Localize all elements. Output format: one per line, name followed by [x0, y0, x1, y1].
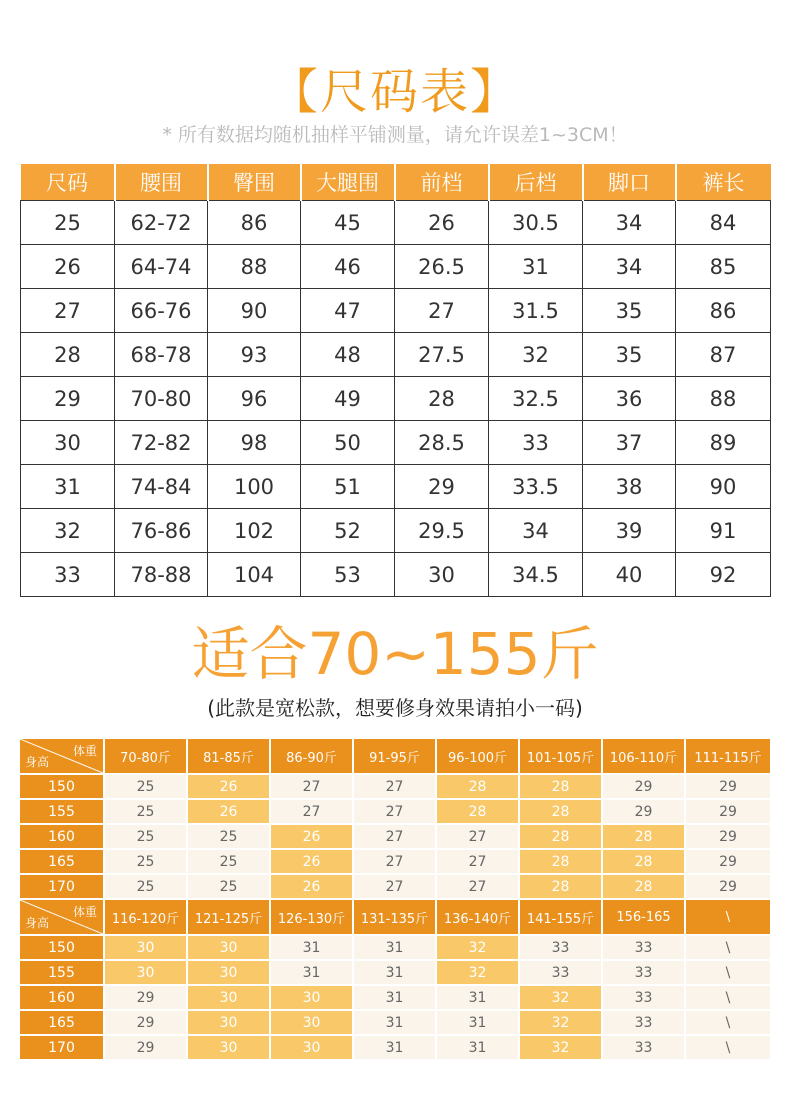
recommended-size-cell: \ [685, 935, 770, 960]
recommended-size-cell: 27 [436, 849, 519, 874]
column-header: 裤长 [676, 164, 771, 201]
fit-note: (此款是宽松款，想要修身效果请拍小一码) [207, 696, 583, 720]
table-cell: 34.5 [489, 553, 583, 597]
recommended-size-cell: 27 [353, 874, 436, 899]
weight-label: 体重 [72, 744, 97, 758]
recommended-size-cell: 30 [187, 960, 270, 985]
table-cell: 68-78 [115, 333, 208, 377]
table-cell: 31 [21, 465, 115, 509]
table-cell: 34 [583, 201, 676, 245]
fit-weight-title: 适合70~155斤 [191, 620, 599, 688]
recommended-size-cell: 28 [519, 799, 602, 824]
column-header: 尺码 [21, 164, 115, 201]
table-cell: 29.5 [395, 509, 489, 553]
recommended-size-cell: 31 [270, 960, 353, 985]
recommended-size-cell: 28 [602, 824, 685, 849]
table-cell: 37 [583, 421, 676, 465]
height-row [20, 849, 770, 874]
recommended-size-cell: 31 [353, 1035, 436, 1060]
recommended-size-cell: 25 [104, 824, 187, 849]
table-cell: 91 [676, 509, 771, 553]
recommended-size-cell: 29 [685, 799, 770, 824]
table-cell: 30 [395, 553, 489, 597]
height-label: 身高 [25, 916, 50, 930]
table-cell: 88 [208, 245, 301, 289]
table-cell: 39 [583, 509, 676, 553]
table-cell: 32 [21, 509, 115, 553]
recommended-size-cell: 31 [353, 985, 436, 1010]
recommended-size-cell: 25 [104, 874, 187, 899]
table-cell: 34 [583, 245, 676, 289]
weight-range-header: 121-125斤 [187, 899, 270, 935]
weight-range-header: 101-105斤 [519, 739, 602, 774]
height-row [20, 874, 770, 899]
weight-range-header: 96-100斤 [436, 739, 519, 774]
table-cell: 51 [301, 465, 395, 509]
recommended-size-cell: 29 [104, 985, 187, 1010]
height-row [20, 985, 770, 1010]
table-cell: 28 [395, 377, 489, 421]
table-row [21, 421, 771, 465]
table-cell: 45 [301, 201, 395, 245]
recommended-size-cell: 30 [187, 985, 270, 1010]
recommended-size-cell: 32 [436, 935, 519, 960]
recommended-size-cell: 29 [685, 874, 770, 899]
recommended-size-cell: 28 [519, 849, 602, 874]
table-cell: 70-80 [115, 377, 208, 421]
table-cell: 90 [676, 465, 771, 509]
height-row [20, 1010, 770, 1035]
table-cell: 85 [676, 245, 771, 289]
recommended-size-cell: 25 [104, 774, 187, 799]
recommended-size-cell: 30 [270, 985, 353, 1010]
recommended-size-cell: 26 [270, 824, 353, 849]
table-row [21, 553, 771, 597]
height-row [20, 1035, 770, 1060]
table-cell: 89 [676, 421, 771, 465]
recommended-size-cell: 27 [436, 874, 519, 899]
table-cell: 32 [489, 333, 583, 377]
recommended-size-cell: 27 [436, 824, 519, 849]
recommended-size-cell: 30 [187, 935, 270, 960]
weight-range-header: 156-165 [602, 899, 685, 935]
recommended-size-cell: 32 [519, 985, 602, 1010]
height-label-cell: 170 [20, 874, 104, 899]
weight-header-row [20, 739, 770, 774]
recommended-size-cell: 28 [519, 874, 602, 899]
table-cell: 62-72 [115, 201, 208, 245]
table-cell: 26 [21, 245, 115, 289]
table-cell: 26.5 [395, 245, 489, 289]
table-cell: 32.5 [489, 377, 583, 421]
table-row [21, 509, 771, 553]
table-cell: 50 [301, 421, 395, 465]
recommended-size-cell: 31 [436, 985, 519, 1010]
table-row [21, 201, 771, 245]
height-label-cell: 160 [20, 824, 104, 849]
table-cell: 88 [676, 377, 771, 421]
recommended-size-cell: 30 [104, 960, 187, 985]
recommended-size-cell: 31 [270, 935, 353, 960]
recommended-size-cell: 31 [353, 1010, 436, 1035]
weight-range-header: 141-155斤 [519, 899, 602, 935]
weight-range-header: 131-135斤 [353, 899, 436, 935]
table-cell: 96 [208, 377, 301, 421]
recommended-size-cell: 33 [602, 985, 685, 1010]
corner-cell [20, 899, 104, 935]
recommended-size-cell: 33 [519, 935, 602, 960]
table-cell: 93 [208, 333, 301, 377]
recommended-size-cell: 29 [104, 1035, 187, 1060]
recommended-size-cell: 25 [104, 799, 187, 824]
table-cell: 102 [208, 509, 301, 553]
weight-range-header: \ [685, 899, 770, 935]
recommended-size-cell: 29 [104, 1010, 187, 1035]
recommended-size-cell: 25 [187, 849, 270, 874]
recommended-size-cell: 30 [270, 1035, 353, 1060]
recommended-size-cell: 27 [353, 799, 436, 824]
recommended-size-cell: 33 [519, 960, 602, 985]
table-cell: 31.5 [489, 289, 583, 333]
recommended-size-cell: 30 [187, 1010, 270, 1035]
height-label-cell: 150 [20, 935, 104, 960]
table-row [21, 289, 771, 333]
recommended-size-cell: 29 [685, 849, 770, 874]
table-cell: 72-82 [115, 421, 208, 465]
table-cell: 104 [208, 553, 301, 597]
recommended-size-cell: 30 [187, 1035, 270, 1060]
table-cell: 48 [301, 333, 395, 377]
table-row [21, 245, 771, 289]
recommended-size-cell: 32 [519, 1010, 602, 1035]
recommended-size-cell: 28 [602, 874, 685, 899]
weight-range-header: 91-95斤 [353, 739, 436, 774]
recommended-size-cell: 33 [602, 935, 685, 960]
recommended-size-cell: 33 [602, 1035, 685, 1060]
weight-range-header: 106-110斤 [602, 739, 685, 774]
recommended-size-cell: 26 [187, 799, 270, 824]
page-title: 【尺码表】 [269, 64, 520, 120]
height-row [20, 960, 770, 985]
recommended-size-cell: 33 [602, 1010, 685, 1035]
column-header: 大腿围 [301, 164, 395, 201]
table-cell: 33 [489, 421, 583, 465]
table-cell: 100 [208, 465, 301, 509]
height-label-cell: 155 [20, 799, 104, 824]
size-table [20, 164, 771, 597]
recommended-size-cell: 26 [270, 874, 353, 899]
recommended-size-cell: 32 [436, 960, 519, 985]
table-cell: 33 [21, 553, 115, 597]
recommended-size-cell: 26 [187, 774, 270, 799]
weight-range-header: 116-120斤 [104, 899, 187, 935]
table-cell: 86 [208, 201, 301, 245]
height-row [20, 935, 770, 960]
table-cell: 47 [301, 289, 395, 333]
column-header: 臀围 [208, 164, 301, 201]
table-cell: 46 [301, 245, 395, 289]
table-cell: 35 [583, 333, 676, 377]
recommended-size-cell: 27 [353, 824, 436, 849]
recommended-size-cell: 33 [602, 960, 685, 985]
height-label-cell: 160 [20, 985, 104, 1010]
weight-range-header: 70-80斤 [104, 739, 187, 774]
table-cell: 25 [21, 201, 115, 245]
recommended-size-cell: 27 [270, 774, 353, 799]
column-header: 后档 [489, 164, 583, 201]
table-cell: 36 [583, 377, 676, 421]
column-header: 前档 [395, 164, 489, 201]
column-header: 腰围 [115, 164, 208, 201]
table-cell: 87 [676, 333, 771, 377]
table-cell: 66-76 [115, 289, 208, 333]
recommended-size-cell: 30 [104, 935, 187, 960]
table-cell: 28 [21, 333, 115, 377]
table-cell: 78-88 [115, 553, 208, 597]
recommended-size-cell: 32 [519, 1035, 602, 1060]
weight-label: 体重 [72, 905, 97, 919]
recommended-size-cell: \ [685, 1010, 770, 1035]
weight-range-header: 86-90斤 [270, 739, 353, 774]
table-cell: 31 [489, 245, 583, 289]
size-table-header [21, 164, 771, 201]
table-cell: 76-86 [115, 509, 208, 553]
recommended-size-cell: 27 [353, 774, 436, 799]
table-cell: 92 [676, 553, 771, 597]
height-label-cell: 170 [20, 1035, 104, 1060]
table-cell: 26 [395, 201, 489, 245]
table-cell: 64-74 [115, 245, 208, 289]
recommended-size-cell: 25 [187, 824, 270, 849]
height-row [20, 799, 770, 824]
weight-range-header: 111-115斤 [685, 739, 770, 774]
recommended-size-cell: 28 [436, 774, 519, 799]
table-cell: 27.5 [395, 333, 489, 377]
table-cell: 29 [395, 465, 489, 509]
recommended-size-cell: 25 [104, 849, 187, 874]
height-label-cell: 165 [20, 849, 104, 874]
recommended-size-cell: 31 [436, 1010, 519, 1035]
recommended-size-cell: 28 [436, 799, 519, 824]
recommended-size-cell: 31 [353, 935, 436, 960]
table-cell: 30.5 [489, 201, 583, 245]
recommended-size-cell: 26 [270, 849, 353, 874]
table-cell: 38 [583, 465, 676, 509]
height-label-cell: 155 [20, 960, 104, 985]
table-cell: 49 [301, 377, 395, 421]
table-cell: 90 [208, 289, 301, 333]
recommended-size-cell: 28 [602, 849, 685, 874]
measurement-note: * 所有数据均随机抽样平铺测量，请允许误差1~3CM！ [162, 124, 628, 146]
table-cell: 98 [208, 421, 301, 465]
height-label-cell: 150 [20, 774, 104, 799]
corner-cell [20, 739, 104, 774]
recommended-size-cell: 31 [436, 1035, 519, 1060]
table-cell: 52 [301, 509, 395, 553]
table-cell: 35 [583, 289, 676, 333]
recommended-size-cell: 29 [685, 774, 770, 799]
recommended-size-cell: 29 [602, 774, 685, 799]
recommended-size-cell: 29 [602, 799, 685, 824]
table-cell: 53 [301, 553, 395, 597]
weight-range-header: 81-85斤 [187, 739, 270, 774]
recommended-size-cell: 28 [519, 774, 602, 799]
table-row [21, 465, 771, 509]
table-cell: 33.5 [489, 465, 583, 509]
table-cell: 40 [583, 553, 676, 597]
size-recommendation-chart [20, 739, 770, 1061]
height-row [20, 824, 770, 849]
table-cell: 84 [676, 201, 771, 245]
recommended-size-cell: \ [685, 1035, 770, 1060]
recommended-size-cell: \ [685, 985, 770, 1010]
weight-header-row [20, 899, 770, 935]
column-header: 脚口 [583, 164, 676, 201]
recommended-size-cell: 27 [353, 849, 436, 874]
table-cell: 86 [676, 289, 771, 333]
table-cell: 28.5 [395, 421, 489, 465]
table-row [21, 333, 771, 377]
height-label: 身高 [25, 755, 50, 769]
table-cell: 74-84 [115, 465, 208, 509]
height-label-cell: 165 [20, 1010, 104, 1035]
recommended-size-cell: 27 [270, 799, 353, 824]
height-row [20, 774, 770, 799]
recommended-size-cell: 31 [353, 960, 436, 985]
table-row [21, 377, 771, 421]
recommended-size-cell: 28 [519, 824, 602, 849]
weight-range-header: 136-140斤 [436, 899, 519, 935]
weight-range-header: 126-130斤 [270, 899, 353, 935]
recommended-size-cell: 29 [685, 824, 770, 849]
table-cell: 30 [21, 421, 115, 465]
table-cell: 29 [21, 377, 115, 421]
recommended-size-cell: 30 [270, 1010, 353, 1035]
recommended-size-cell: 25 [187, 874, 270, 899]
table-cell: 34 [489, 509, 583, 553]
table-cell: 27 [21, 289, 115, 333]
recommended-size-cell: \ [685, 960, 770, 985]
table-cell: 27 [395, 289, 489, 333]
